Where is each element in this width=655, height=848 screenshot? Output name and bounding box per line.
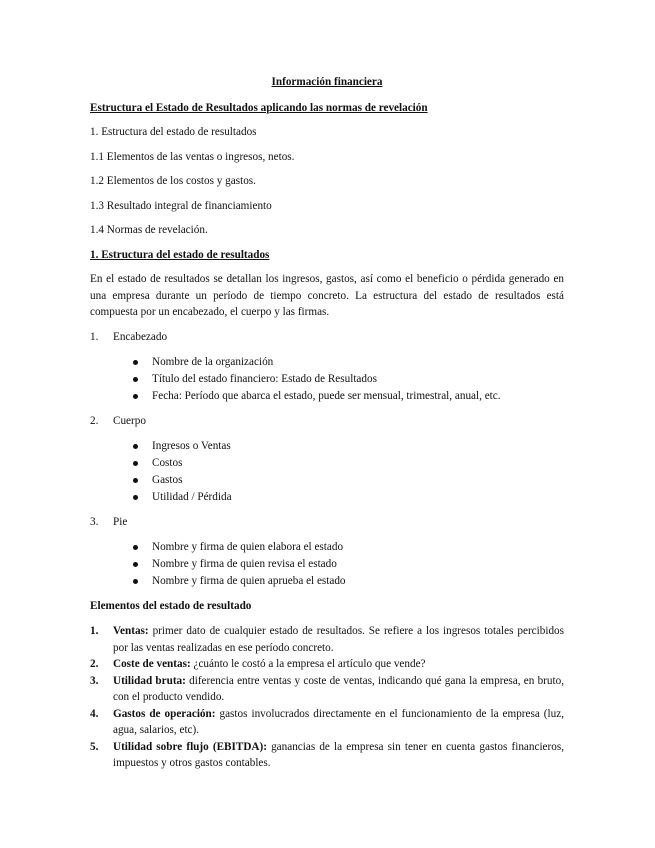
list-item — [130, 539, 564, 556]
toc-item: 1. Estructura del estado de resultados — [90, 126, 257, 138]
list-item — [90, 623, 564, 656]
item-text: gastos involucrados directamente en el funcionamiento de la empresa (luz, agua, salarios, etc). — [113, 707, 565, 736]
list-item-text: Costos — [152, 457, 183, 469]
list-item — [130, 573, 564, 590]
item-term: Utilidad sobre flujo (EBITDA): — [113, 740, 267, 753]
table-of-contents — [90, 124, 564, 239]
item-number: 4. — [90, 707, 99, 720]
item-text: ¿cuánto le costó a la empresa el artículo que vende? — [190, 658, 426, 670]
list-item — [130, 489, 564, 506]
list-item-text: Nombre y firma de quien elabora el estado — [152, 541, 344, 553]
bullet-icon — [130, 455, 152, 472]
item-term: Gastos de operación: — [113, 707, 216, 720]
document-content — [90, 74, 564, 772]
list-item-text: Gastos — [152, 474, 183, 486]
elements-heading: Elementos del estado de resultado — [90, 599, 252, 612]
part-number: 3. — [90, 515, 99, 528]
list-item — [130, 388, 564, 405]
bullet-list — [90, 539, 564, 590]
toc-item: 1.3 Resultado integral de financiamiento — [90, 199, 272, 212]
bullet-icon — [130, 354, 152, 371]
list-item — [130, 354, 564, 371]
bullet-list — [90, 438, 564, 506]
list-item-text: Título del estado financiero: Estado de Resultados — [152, 373, 377, 385]
toc-item: 1.1 Elementos de las ventas o ingresos, netos. — [90, 150, 295, 163]
document-subtitle: Estructura el Estado de Resultados aplicando las normas de revelación — [90, 101, 428, 114]
part-label: Encabezado — [113, 330, 168, 343]
structure-part — [90, 329, 564, 346]
list-item — [90, 673, 564, 706]
list-item — [130, 472, 564, 489]
item-term: Coste de ventas: — [113, 658, 191, 670]
structure-part — [90, 514, 564, 531]
item-number: 3. — [90, 674, 99, 687]
toc-item: 1.4 Normas de revelación. — [90, 224, 208, 236]
section-heading: 1. Estructura del estado de resultados — [90, 248, 270, 261]
bullet-icon — [130, 371, 152, 388]
item-number: 1. — [90, 625, 99, 637]
list-item-text: Nombre de la organización — [152, 356, 274, 368]
list-item-text: Utilidad / Pérdida — [152, 491, 232, 503]
section-paragraph: En el estado de resultados se detallan los ingresos, gastos, así como el beneficio o pérdida generado en una empresa durante un período de tiempo concreto. La estructura del estado de resultados está compuesta por un encabezado, el cuerpo y las firmas. — [90, 273, 564, 318]
item-text: diferencia entre ventas y coste de ventas, indicando qué gana la empresa, en bruto, con el producto vendido. — [113, 674, 564, 703]
item-body — [113, 739, 564, 772]
list-item — [90, 706, 564, 739]
bullet-list — [90, 354, 564, 405]
item-text: ganancias de la empresa sin tener en cuenta gastos financieros, impuestos y otros gastos contables. — [113, 740, 564, 769]
item-body — [113, 656, 564, 673]
bullet-icon — [130, 556, 152, 573]
bullet-icon — [130, 438, 152, 455]
list-item-text: Nombre y firma de quien revisa el estado — [152, 558, 337, 570]
item-term: Utilidad bruta: — [113, 674, 186, 687]
bullet-icon — [130, 539, 152, 556]
list-item-text: Ingresos o Ventas — [152, 440, 231, 452]
item-text: primer dato de cualquier estado de resultados. Se refiere a los ingresos totales percibidos por las ventas realizadas en ese período concreto. — [113, 625, 564, 654]
list-item — [130, 438, 564, 455]
list-item-text: Fecha: Período que abarca el estado, puede ser mensual, trimestral, anual, etc. — [152, 390, 501, 402]
toc-item: 1.2 Elementos de los costos y gastos. — [90, 175, 256, 187]
bullet-icon — [130, 472, 152, 489]
item-number: 5. — [90, 740, 99, 753]
bullet-icon — [130, 573, 152, 590]
list-item — [130, 371, 564, 388]
list-item — [130, 556, 564, 573]
structure-part — [90, 413, 564, 430]
item-body — [113, 623, 564, 656]
list-item-text: Nombre y firma de quien aprueba el estado — [152, 575, 346, 587]
item-term: Ventas: — [113, 625, 149, 637]
list-item — [90, 739, 564, 772]
item-number: 2. — [90, 658, 99, 670]
document-title: Información financiera — [271, 76, 383, 88]
list-item — [90, 656, 564, 673]
elements-list — [90, 623, 564, 772]
part-number: 1. — [90, 330, 99, 343]
item-body — [113, 706, 564, 739]
part-label: Cuerpo — [113, 414, 146, 427]
bullet-icon — [130, 388, 152, 405]
list-item — [130, 455, 564, 472]
item-body — [113, 673, 564, 706]
bullet-icon — [130, 489, 152, 506]
part-label: Pie — [113, 515, 128, 528]
part-number: 2. — [90, 414, 99, 427]
